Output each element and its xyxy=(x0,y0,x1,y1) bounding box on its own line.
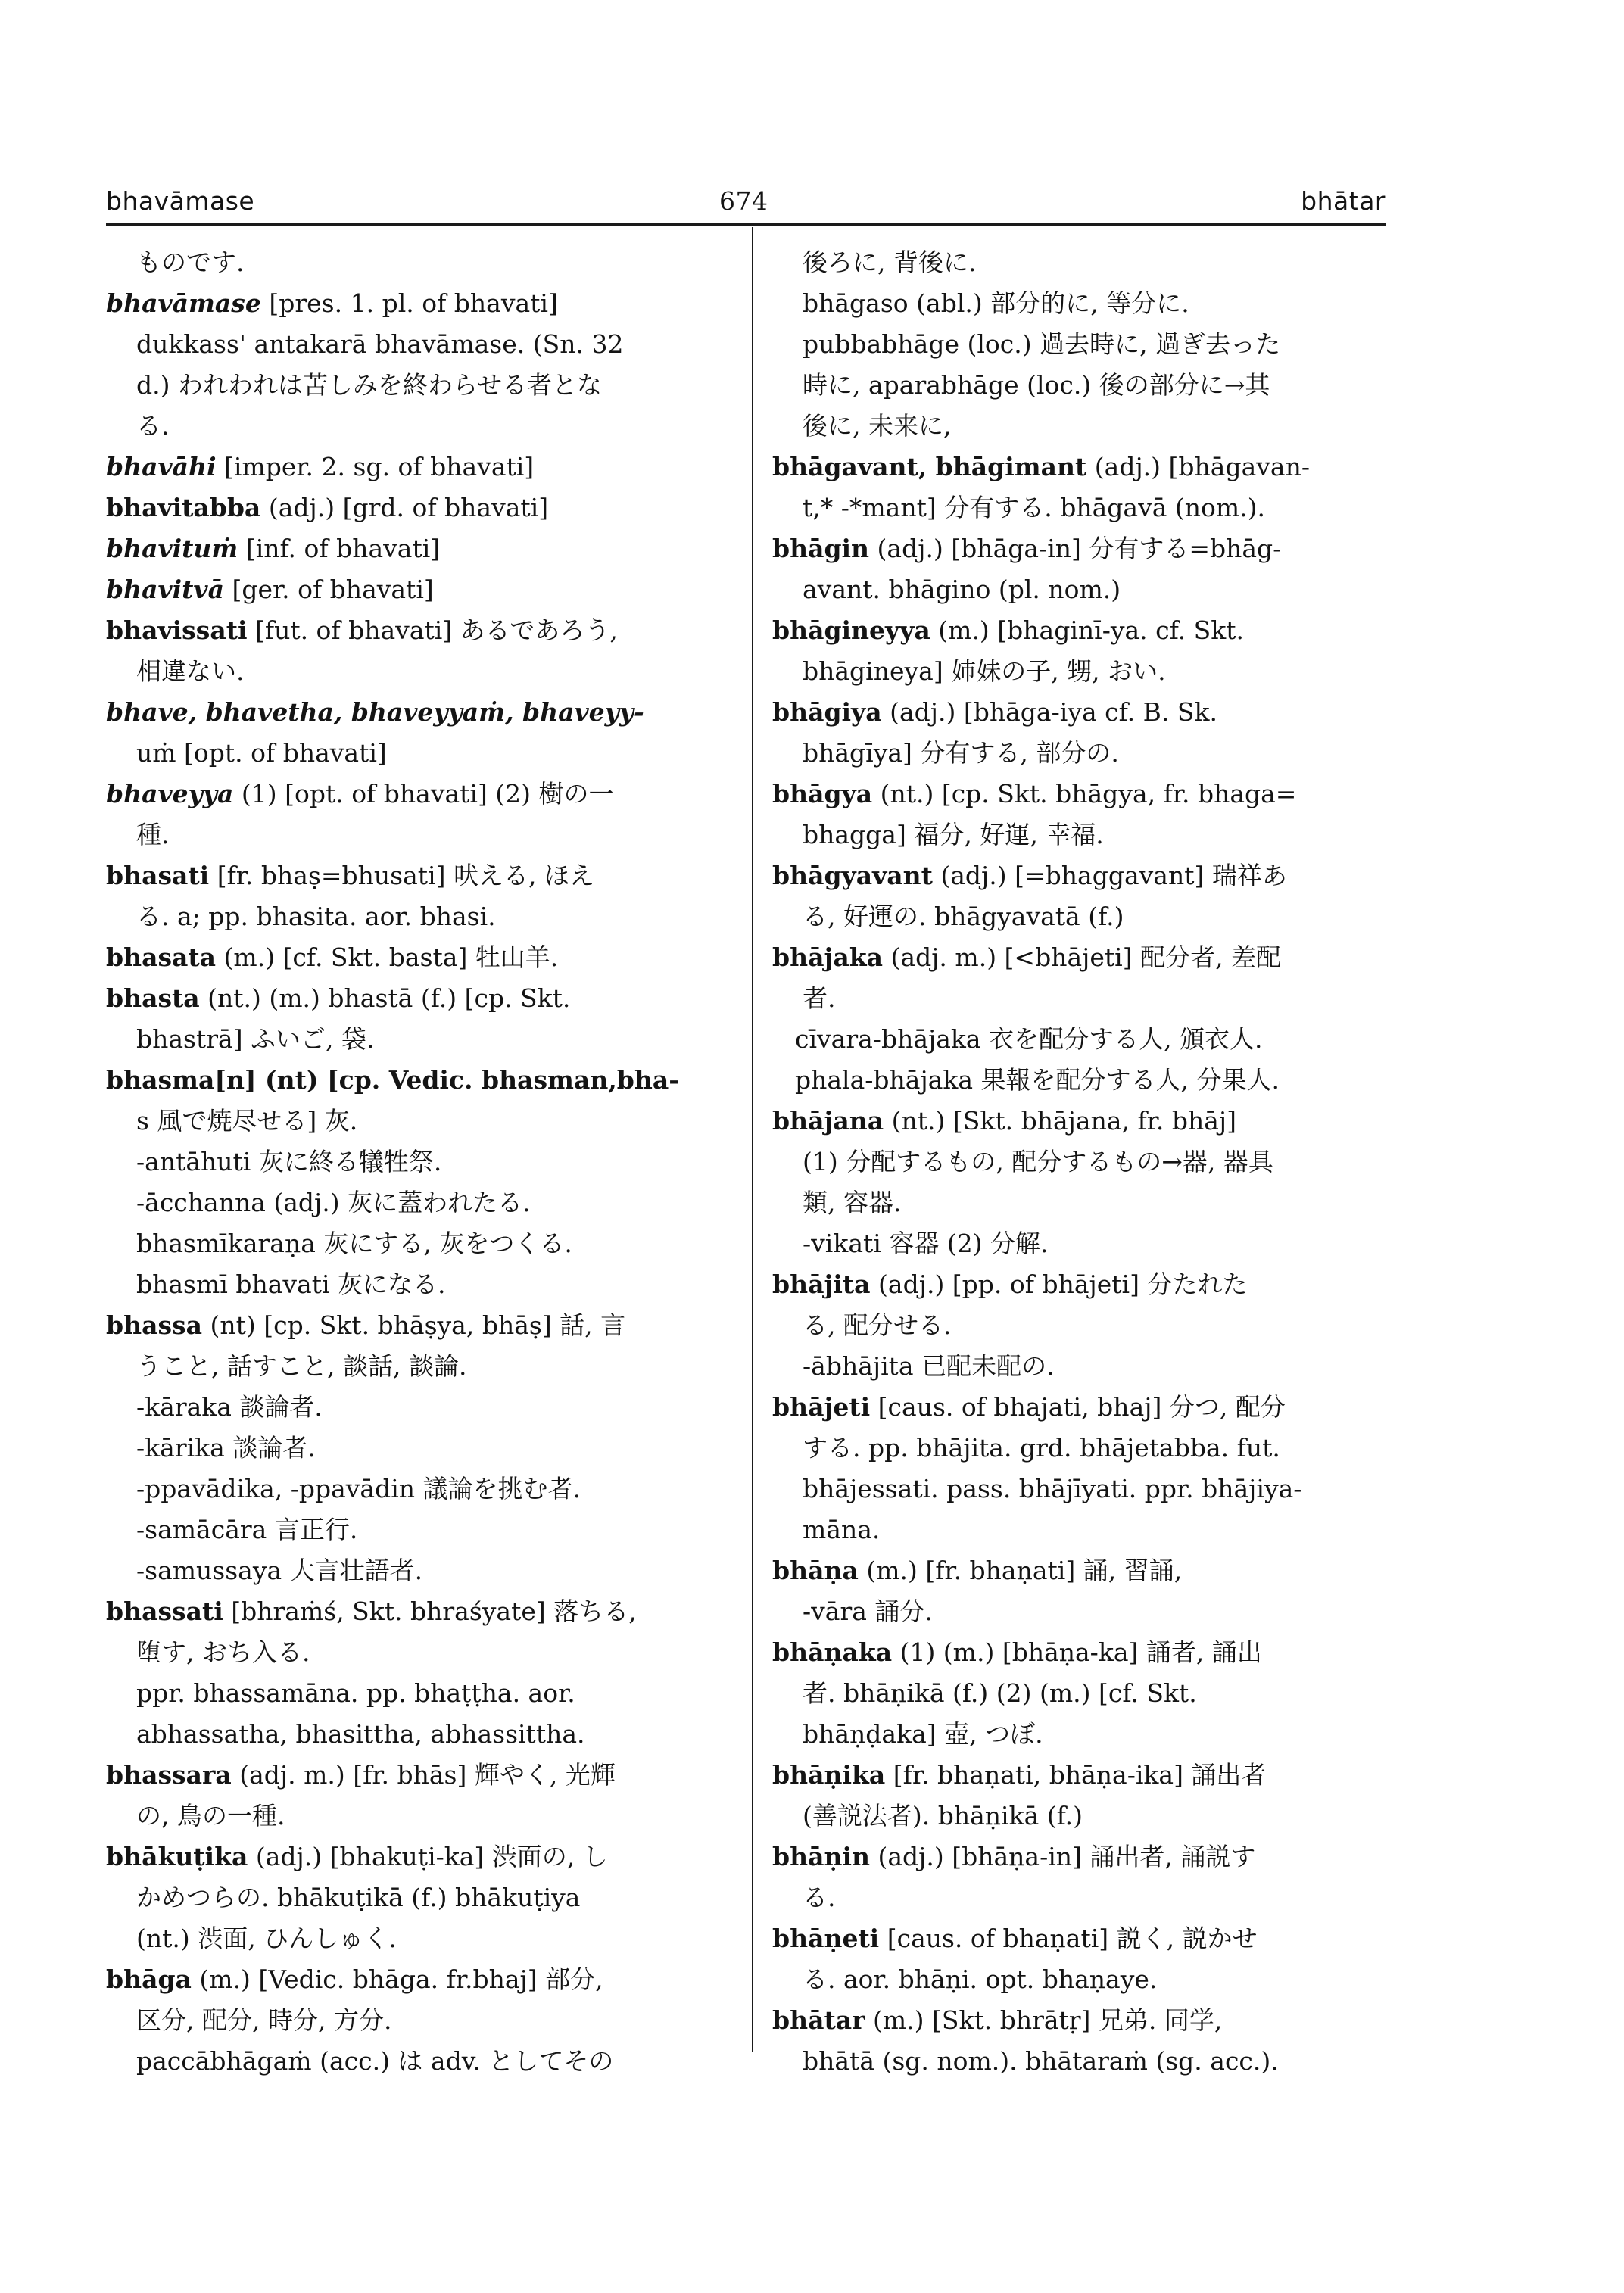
left-column-line: (nt.) 渋面, ひんしゅく. xyxy=(136,1924,397,1953)
right-column-line: 者. bhāṇikā (f.) (2) (m.) [cf. Skt. xyxy=(803,1678,1197,1708)
right-column-line: -vāra 誦分. xyxy=(803,1597,933,1626)
right-column-line: 者. xyxy=(803,983,836,1013)
left-column-line: -kārika 談論者. xyxy=(136,1433,316,1463)
right-column-line: 後に, 未来に, xyxy=(803,411,952,441)
left-column-line: ものです. xyxy=(136,248,245,277)
left-guide-word: bhavāmase xyxy=(106,186,255,216)
right-column-line: avant. bhāgino (pl. nom.) xyxy=(803,575,1121,604)
left-column-line: -ppavādika, -ppavādin 議論を挑む者. xyxy=(136,1474,581,1503)
left-column-line: bhavituṁ [inf. of bhavati] xyxy=(106,534,441,563)
right-column-line: 類, 容器. xyxy=(803,1188,902,1217)
left-column-line: bhavāmase [pres. 1. pl. of bhavati] xyxy=(106,288,558,318)
left-column-line: 相違ない. xyxy=(136,656,245,686)
left-column-line: bhasati [fr. bhaṣ=bhusati] 吠える, ほえ xyxy=(106,861,594,890)
right-column-line: bhāṇa (m.) [fr. bhaṇati] 誦, 習誦, xyxy=(772,1556,1183,1585)
right-column-line: る. xyxy=(803,1883,836,1912)
right-column-line: phala-bhājaka 果報を配分する人, 分果人. xyxy=(795,1065,1280,1095)
right-column-line: cīvara-bhājaka 衣を配分する人, 頒衣人. xyxy=(795,1024,1263,1054)
right-column-line: bhāgīya] 分有する, 部分の. xyxy=(803,738,1119,768)
left-column-line: -kāraka 談論者. xyxy=(136,1392,323,1422)
left-column-line: d.) われわれは苦しみを終わらせる者とな xyxy=(136,370,602,400)
right-column-line: (1) 分配するもの, 配分するもの→器, 器具 xyxy=(803,1147,1273,1176)
left-column-line: の, 鳥の一種. xyxy=(136,1801,285,1830)
left-column-line: 堕す, おち入る. xyxy=(136,1637,310,1667)
left-column-line: bhastrā] ふいご, 袋. xyxy=(136,1024,375,1054)
right-column-line: t,* -*mant] 分有する. bhāgavā (nom.). xyxy=(803,493,1266,522)
left-column-line: abhassatha, bhasittha, abhassittha. xyxy=(136,1719,585,1749)
left-column-line: 種. xyxy=(136,820,170,849)
left-column-line: bhasma[n] (nt) [cp. Vedic. bhasman,bha- xyxy=(106,1065,679,1095)
right-column-line: bhāgaso (abl.) 部分的に, 等分に. xyxy=(803,288,1189,318)
right-column-line: る, 配分せる. xyxy=(803,1310,952,1340)
right-column-line: bhāṇin (adj.) [bhāṇa-in] 誦出者, 誦説す xyxy=(772,1842,1256,1871)
left-column-line: bhākuṭika (adj.) [bhakuṭi-ka] 渋面の, し xyxy=(106,1842,608,1871)
right-column-line: bhājana (nt.) [Skt. bhājana, fr. bhāj] xyxy=(772,1106,1236,1136)
left-column-line: ppr. bhassamāna. pp. bhaṭṭha. aor. xyxy=(136,1678,575,1708)
right-column-line: る, 好運の. bhāgyavatā (f.) xyxy=(803,902,1124,931)
left-column-line: る. xyxy=(136,411,170,441)
left-column-line: -samussaya 大言壮語者. xyxy=(136,1556,423,1585)
right-column-line: bhāgyavant (adj.) [=bhaggavant] 瑞祥あ xyxy=(772,861,1287,890)
right-column-line: bhātā (sg. nom.). bhātaraṁ (sg. acc.). xyxy=(803,2046,1279,2076)
left-column-line: -ācchanna (adj.) 灰に蓋われたる. xyxy=(136,1188,531,1217)
right-column-line: bhājita (adj.) [pp. of bhājeti] 分たれた xyxy=(772,1270,1248,1299)
left-column-line: bhave, bhavetha, bhaveyyaṁ, bhaveyy- xyxy=(106,697,644,727)
right-column-line: bhāgineyya (m.) [bhaginī-ya. cf. Skt. xyxy=(772,615,1245,645)
right-column-line: bhāgin (adj.) [bhāga-in] 分有する=bhāg- xyxy=(772,534,1282,563)
left-column-line: paccābhāgaṁ (acc.) は adv. としてその xyxy=(136,2046,614,2076)
left-column-line: dukkass' antakarā bhavāmase. (Sn. 32 xyxy=(136,329,624,359)
right-column-line: bhāgiya (adj.) [bhāga-iya cf. B. Sk. xyxy=(772,697,1217,727)
right-column-line: する. pp. bhājita. grd. bhājetabba. fut. xyxy=(803,1433,1280,1463)
left-column-line: bhassa (nt) [cp. Skt. bhāṣya, bhāṣ] 話, 言 xyxy=(106,1310,626,1340)
left-column-line: bhasata (m.) [cf. Skt. basta] 牡山羊. xyxy=(106,942,559,972)
right-column-line: bhagga] 福分, 好運, 幸福. xyxy=(803,820,1104,849)
left-column-line: -antāhuti 灰に終る犠牲祭. xyxy=(136,1147,442,1176)
right-column-line: bhāṇeti [caus. of bhaṇati] 説く, 説かせ xyxy=(772,1924,1258,1953)
right-column-line: bhāṇika [fr. bhaṇati, bhāṇa-ika] 誦出者 xyxy=(772,1760,1267,1790)
left-column-line: bhassara (adj. m.) [fr. bhās] 輝やく, 光輝 xyxy=(106,1760,616,1790)
right-column-line: pubbabhāge (loc.) 過去時に, 過ぎ去った xyxy=(803,329,1281,359)
header-rule xyxy=(106,223,1386,226)
left-column-line: -samācāra 言正行. xyxy=(136,1515,358,1544)
left-column-line: bhassati [bhraṁś, Skt. bhraśyate] 落ちる, xyxy=(106,1597,637,1626)
left-column-line: s 風で焼尽せる] 灰. xyxy=(136,1106,358,1136)
right-column-line: bhājeti [caus. of bhajati, bhaj] 分つ, 配分 xyxy=(772,1392,1286,1422)
page-header xyxy=(106,180,1386,226)
right-column-line: (善説法者). bhāṇikā (f.) xyxy=(803,1801,1083,1830)
right-column-line: bhāgya (nt.) [cp. Skt. bhāgya, fr. bhaga= xyxy=(772,779,1297,808)
left-column-line: bhavāhi [imper. 2. sg. of bhavati] xyxy=(106,452,535,481)
left-column-line: bhasmī bhavati 灰になる. xyxy=(136,1270,446,1299)
right-column-line: māna. xyxy=(803,1515,881,1544)
left-column-line: bhaveyya (1) [opt. of bhavati] (2) 樹の一 xyxy=(106,779,614,808)
left-column-line: bhasta (nt.) (m.) bhastā (f.) [cp. Skt. xyxy=(106,983,571,1013)
left-column-line: bhavitabba (adj.) [grd. of bhavati] xyxy=(106,493,549,522)
left-column-line: 区分, 配分, 時分, 方分. xyxy=(136,2005,392,2035)
right-column-line: bhājaka (adj. m.) [<bhājeti] 配分者, 差配 xyxy=(772,942,1282,972)
right-column-line: bhāṇḍaka] 壺, つぼ. xyxy=(803,1719,1043,1749)
right-column-line: bhāgavant, bhāgimant (adj.) [bhāgavan- xyxy=(772,452,1310,481)
left-column-line: bhavissati [fut. of bhavati] あるであろう, xyxy=(106,615,618,645)
right-column-line: bhāgineya] 姉妹の子, 甥, おい. xyxy=(803,656,1166,686)
page-number: 674 xyxy=(719,186,768,216)
right-column-line: 後ろに, 背後に. xyxy=(803,248,977,277)
right-column-line: 時に, aparabhāge (loc.) 後の部分に→其 xyxy=(803,370,1270,400)
right-column-line: -vikati 容器 (2) 分解. xyxy=(803,1229,1049,1258)
left-column-line: かめつらの. bhākuṭikā (f.) bhākuṭiya xyxy=(136,1883,581,1912)
right-column-line: る. aor. bhāṇi. opt. bhaṇaye. xyxy=(803,1964,1158,1994)
left-column-line: uṁ [opt. of bhavati] xyxy=(136,738,387,768)
left-column-line: bhavitvā [ger. of bhavati] xyxy=(106,575,434,604)
right-column-line: -ābhājita 已配未配の. xyxy=(803,1351,1055,1381)
right-column-line: bhāṇaka (1) (m.) [bhāṇa-ka] 誦者, 誦出 xyxy=(772,1637,1262,1667)
left-column-line: bhāga (m.) [Vedic. bhāga. fr.bhaj] 部分, xyxy=(106,1964,603,1994)
left-column-line: bhasmīkaraṇa 灰にする, 灰をつくる. xyxy=(136,1229,572,1258)
left-column-line: うこと, 話すこと, 談話, 談論. xyxy=(136,1351,467,1381)
right-column-line: bhātar (m.) [Skt. bhrātṛ] 兄弟. 同学, xyxy=(772,2005,1223,2035)
column-divider xyxy=(752,227,753,2052)
left-column-line: る. a; pp. bhasita. aor. bhasi. xyxy=(136,902,496,931)
right-guide-word: bhātar xyxy=(1301,186,1386,216)
right-column-line: bhājessati. pass. bhājīyati. ppr. bhājiya- xyxy=(803,1474,1302,1503)
